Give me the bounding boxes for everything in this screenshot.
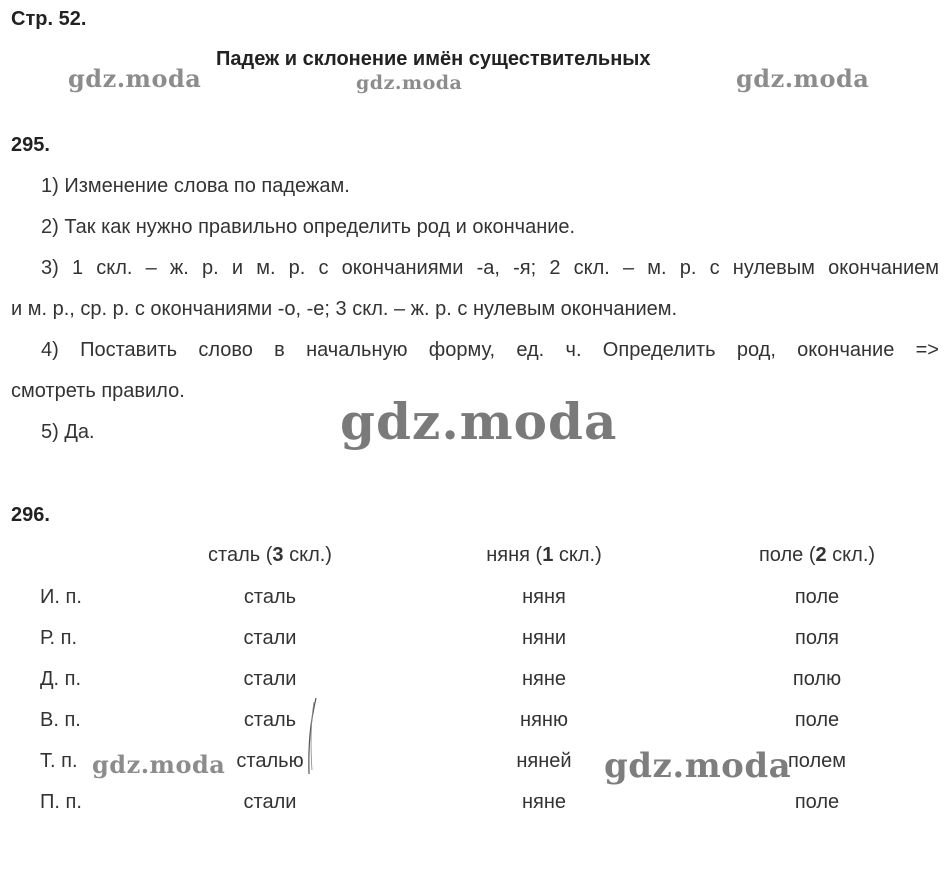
watermark: gdz.moda: [68, 64, 202, 93]
watermark: gdz.moda: [92, 750, 226, 779]
declension-cell: няней: [516, 750, 572, 772]
case-label: Р. п.: [40, 627, 78, 649]
declension-cell: сталь: [243, 586, 297, 608]
answer-line: 3) 1 скл. – ж. р. и м. р. с окончаниями -а, -я; 2 скл. – м. р. с нулевым окончанием: [41, 257, 939, 279]
answer-line: 5) Да.: [41, 421, 95, 443]
declension-cell: няне: [521, 668, 567, 690]
exercise-number: 295.: [11, 134, 50, 156]
case-label: Т. п.: [40, 750, 78, 772]
case-label: П. п.: [40, 791, 82, 813]
exercise-number: 296.: [11, 504, 50, 526]
declension-cell: няню: [520, 709, 568, 731]
declension-cell: полем: [787, 750, 847, 772]
pen-stroke-mark: [304, 696, 318, 776]
answer-line: и м. р., ср. р. с окончаниями -о, -е; 3 скл. – ж. р. с нулевым окончанием.: [11, 298, 678, 320]
column-header: сталь (3 скл.): [208, 544, 332, 566]
watermark: gdz.moda: [340, 392, 618, 451]
watermark: gdz.moda: [604, 746, 792, 786]
declension-cell: сталь: [243, 709, 297, 731]
answer-line: 2) Так как нужно правильно определить род и окончание.: [41, 216, 576, 238]
declension-cell: полю: [792, 668, 842, 690]
section-title: Падеж и склонение имён существительных: [216, 48, 651, 70]
declension-cell: стали: [243, 668, 297, 690]
declension-cell: няне: [521, 791, 567, 813]
case-label: Д. п.: [40, 668, 82, 690]
page-number: Стр. 52.: [11, 8, 87, 30]
case-label: В. п.: [40, 709, 81, 731]
answer-line: 4) Поставить слово в начальную форму, ед. ч. Определить род, окончание =>: [41, 339, 939, 361]
declension-cell: сталью: [236, 750, 304, 772]
declension-cell: поле: [794, 709, 840, 731]
watermark: gdz.moda: [356, 72, 463, 94]
declension-cell: няня: [522, 586, 566, 608]
watermark: gdz.moda: [736, 64, 870, 93]
declension-cell: стали: [243, 791, 297, 813]
declension-cell: поле: [794, 791, 840, 813]
declension-cell: няни: [521, 627, 567, 649]
declension-cell: поле: [794, 586, 840, 608]
declension-cell: поля: [794, 627, 840, 649]
case-label: И. п.: [40, 586, 82, 608]
column-header: няня (1 скл.): [486, 544, 602, 566]
declension-cell: стали: [243, 627, 297, 649]
answer-line: 1) Изменение слова по падежам.: [41, 175, 350, 197]
column-header: поле (2 скл.): [758, 544, 876, 566]
answer-line: смотреть правило.: [11, 380, 185, 402]
